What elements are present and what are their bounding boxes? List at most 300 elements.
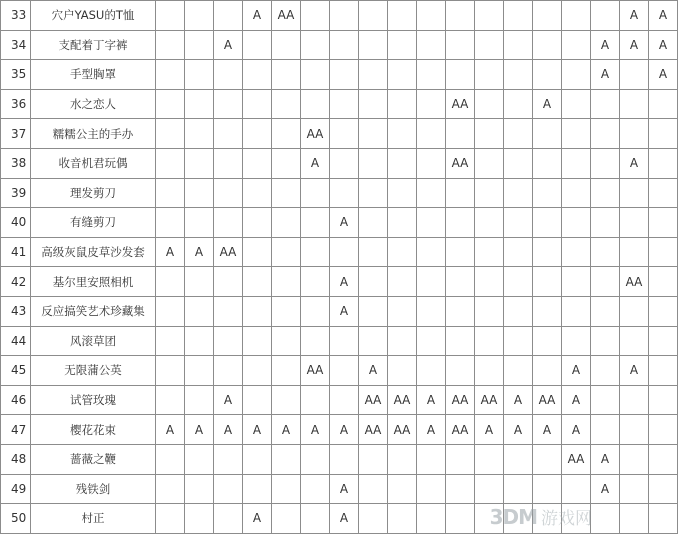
- rating-cell: [185, 444, 214, 474]
- rating-cell: [562, 178, 591, 208]
- rating-cell: [533, 148, 562, 178]
- rating-cell: [388, 326, 417, 356]
- rating-cell: [156, 385, 185, 415]
- rating-cell: [301, 296, 330, 326]
- rating-cell: [533, 474, 562, 504]
- rating-cell: [359, 30, 388, 60]
- item-name: 有缝剪刀: [31, 208, 156, 238]
- rating-cell: [417, 178, 446, 208]
- row-number: 47: [1, 415, 31, 445]
- rating-cell: A: [417, 385, 446, 415]
- rating-cell: [301, 208, 330, 238]
- rating-cell: [214, 444, 243, 474]
- rating-cell: [620, 119, 649, 149]
- rating-cell: AA: [475, 385, 504, 415]
- rating-cell: [359, 178, 388, 208]
- rating-cell: [272, 444, 301, 474]
- rating-cell: [620, 237, 649, 267]
- rating-cell: [417, 504, 446, 534]
- rating-cell: [272, 385, 301, 415]
- row-number: 44: [1, 326, 31, 356]
- rating-cell: [185, 208, 214, 238]
- rating-cell: [359, 148, 388, 178]
- table-row: [1, 148, 678, 178]
- rating-cell: [533, 296, 562, 326]
- rating-cell: A: [214, 415, 243, 445]
- rating-cell: [504, 326, 533, 356]
- rating-cell: [330, 178, 359, 208]
- rating-cell: [417, 30, 446, 60]
- rating-cell: A: [504, 415, 533, 445]
- rating-cell: A: [533, 415, 562, 445]
- rating-cell: [185, 119, 214, 149]
- rating-cell: [591, 356, 620, 386]
- rating-cell: [446, 208, 475, 238]
- rating-cell: [475, 356, 504, 386]
- rating-cell: [620, 504, 649, 534]
- rating-cell: [156, 1, 185, 31]
- rating-cell: [272, 474, 301, 504]
- rating-cell: [156, 296, 185, 326]
- rating-cell: [301, 1, 330, 31]
- rating-cell: [243, 385, 272, 415]
- rating-cell: [272, 267, 301, 297]
- table-row: [1, 119, 678, 149]
- rating-cell: [156, 444, 185, 474]
- rating-cell: [272, 326, 301, 356]
- row-number: 38: [1, 148, 31, 178]
- rating-cell: AA: [359, 385, 388, 415]
- row-number: 45: [1, 356, 31, 386]
- table-row: [1, 208, 678, 238]
- rating-cell: [562, 504, 591, 534]
- rating-cell: A: [591, 444, 620, 474]
- rating-cell: A: [214, 385, 243, 415]
- rating-cell: [330, 326, 359, 356]
- rating-cell: [330, 30, 359, 60]
- rating-cell: [591, 385, 620, 415]
- rating-cell: [446, 30, 475, 60]
- rating-cell: [272, 296, 301, 326]
- table-row: [1, 296, 678, 326]
- rating-cell: [272, 89, 301, 119]
- rating-cell: [475, 148, 504, 178]
- rating-cell: [533, 237, 562, 267]
- rating-cell: [330, 356, 359, 386]
- rating-cell: [562, 60, 591, 90]
- rating-cell: [475, 208, 504, 238]
- rating-cell: [446, 1, 475, 31]
- rating-cell: [591, 326, 620, 356]
- rating-cell: A: [620, 30, 649, 60]
- rating-cell: [156, 474, 185, 504]
- rating-cell: A: [562, 385, 591, 415]
- rating-cell: [417, 119, 446, 149]
- rating-cell: [214, 208, 243, 238]
- rating-cell: [243, 237, 272, 267]
- rating-cell: A: [475, 415, 504, 445]
- rating-cell: [417, 474, 446, 504]
- rating-cell: [359, 1, 388, 31]
- site-logo: 3DM: [489, 504, 537, 529]
- rating-cell: [504, 89, 533, 119]
- rating-cell: [620, 385, 649, 415]
- rating-cell: [301, 504, 330, 534]
- rating-cell: [330, 444, 359, 474]
- table-row: [1, 326, 678, 356]
- rating-cell: A: [185, 237, 214, 267]
- rating-cell: [359, 474, 388, 504]
- rating-cell: [330, 385, 359, 415]
- rating-cell: [475, 326, 504, 356]
- rating-cell: [359, 89, 388, 119]
- rating-cell: AA: [620, 267, 649, 297]
- rating-cell: [185, 60, 214, 90]
- rating-cell: A: [330, 474, 359, 504]
- row-number: 34: [1, 30, 31, 60]
- rating-cell: A: [591, 474, 620, 504]
- rating-cell: [649, 89, 678, 119]
- rating-cell: [156, 89, 185, 119]
- rating-cell: [591, 119, 620, 149]
- rating-cell: [417, 296, 446, 326]
- rating-cell: [417, 208, 446, 238]
- rating-cell: [620, 326, 649, 356]
- rating-cell: [301, 30, 330, 60]
- rating-cell: [359, 267, 388, 297]
- table-row: [1, 60, 678, 90]
- rating-cell: [504, 208, 533, 238]
- rating-cell: A: [156, 237, 185, 267]
- rating-cell: AA: [301, 356, 330, 386]
- row-number: 49: [1, 474, 31, 504]
- item-name: 残铁剑: [31, 474, 156, 504]
- rating-cell: [243, 60, 272, 90]
- rating-cell: A: [591, 60, 620, 90]
- row-number: 39: [1, 178, 31, 208]
- rating-cell: [562, 208, 591, 238]
- rating-cell: [272, 178, 301, 208]
- rating-cell: [301, 267, 330, 297]
- rating-cell: [272, 148, 301, 178]
- item-name: 理发剪刀: [31, 178, 156, 208]
- table-row: [1, 30, 678, 60]
- rating-cell: [591, 415, 620, 445]
- rating-cell: [330, 237, 359, 267]
- rating-cell: [330, 60, 359, 90]
- rating-cell: [156, 60, 185, 90]
- rating-cell: [359, 60, 388, 90]
- rating-cell: [504, 30, 533, 60]
- rating-cell: [330, 148, 359, 178]
- rating-cell: [649, 119, 678, 149]
- rating-cell: AA: [446, 415, 475, 445]
- rating-cell: A: [330, 415, 359, 445]
- rating-cell: [214, 1, 243, 31]
- rating-cell: [243, 326, 272, 356]
- rating-cell: [417, 326, 446, 356]
- rating-cell: [475, 178, 504, 208]
- row-number: 42: [1, 267, 31, 297]
- rating-cell: [591, 267, 620, 297]
- rating-cell: A: [533, 89, 562, 119]
- table-row: [1, 356, 678, 386]
- rating-cell: [301, 89, 330, 119]
- rating-cell: [504, 60, 533, 90]
- rating-cell: [185, 178, 214, 208]
- rating-cell: [475, 267, 504, 297]
- rating-cell: [272, 119, 301, 149]
- rating-cell: [504, 444, 533, 474]
- rating-cell: [388, 474, 417, 504]
- rating-cell: [301, 237, 330, 267]
- rating-cell: A: [649, 30, 678, 60]
- rating-cell: [243, 89, 272, 119]
- rating-cell: [591, 1, 620, 31]
- item-name: 收音机君玩偶: [31, 148, 156, 178]
- rating-cell: [446, 444, 475, 474]
- rating-cell: [185, 385, 214, 415]
- rating-cell: [388, 296, 417, 326]
- rating-cell: [185, 89, 214, 119]
- rating-cell: [475, 89, 504, 119]
- rating-cell: AA: [533, 385, 562, 415]
- rating-cell: [214, 60, 243, 90]
- rating-cell: [649, 474, 678, 504]
- rating-cell: [388, 504, 417, 534]
- item-name: 村正: [31, 504, 156, 534]
- rating-cell: [446, 356, 475, 386]
- rating-cell: [330, 89, 359, 119]
- rating-cell: [504, 1, 533, 31]
- rating-cell: [620, 89, 649, 119]
- rating-cell: [359, 326, 388, 356]
- rating-cell: A: [649, 1, 678, 31]
- rating-cell: [156, 326, 185, 356]
- rating-cell: [417, 356, 446, 386]
- rating-cell: [388, 178, 417, 208]
- rating-cell: [156, 504, 185, 534]
- rating-cell: A: [330, 296, 359, 326]
- rating-cell: [533, 504, 562, 534]
- rating-cell: [446, 296, 475, 326]
- rating-cell: [388, 30, 417, 60]
- row-number: 37: [1, 119, 31, 149]
- rating-cell: [591, 296, 620, 326]
- rating-cell: [533, 267, 562, 297]
- rating-cell: [330, 119, 359, 149]
- rating-cell: A: [649, 60, 678, 90]
- rating-cell: [649, 296, 678, 326]
- rating-cell: [620, 178, 649, 208]
- rating-cell: [533, 1, 562, 31]
- rating-cell: A: [359, 356, 388, 386]
- table-row: [1, 444, 678, 474]
- item-name: 无限蒲公英: [31, 356, 156, 386]
- rating-cell: [185, 267, 214, 297]
- rating-cell: [301, 60, 330, 90]
- rating-cell: [446, 326, 475, 356]
- rating-cell: [562, 119, 591, 149]
- row-number: 41: [1, 237, 31, 267]
- rating-cell: [301, 474, 330, 504]
- rating-cell: A: [243, 1, 272, 31]
- rating-cell: [475, 30, 504, 60]
- rating-cell: AA: [272, 1, 301, 31]
- table-row: [1, 267, 678, 297]
- table-row: [1, 385, 678, 415]
- rating-cell: [243, 178, 272, 208]
- item-name: 穴户YASU的T恤: [31, 1, 156, 31]
- rating-cell: [301, 178, 330, 208]
- rating-cell: [214, 178, 243, 208]
- rating-cell: [504, 267, 533, 297]
- rating-cell: A: [243, 504, 272, 534]
- rating-cell: [185, 474, 214, 504]
- rating-cell: A: [591, 30, 620, 60]
- item-name: 风滚草团: [31, 326, 156, 356]
- rating-cell: [272, 208, 301, 238]
- rating-cell: [475, 119, 504, 149]
- rating-cell: AA: [446, 385, 475, 415]
- rating-cell: A: [272, 415, 301, 445]
- rating-cell: [446, 267, 475, 297]
- rating-cell: [388, 89, 417, 119]
- item-name: 蔷薇之鞭: [31, 444, 156, 474]
- row-number: 33: [1, 1, 31, 31]
- rating-cell: [214, 267, 243, 297]
- rating-cell: [562, 267, 591, 297]
- rating-cell: [446, 60, 475, 90]
- row-number: 50: [1, 504, 31, 534]
- rating-cell: [446, 237, 475, 267]
- rating-cell: [214, 89, 243, 119]
- rating-cell: A: [214, 30, 243, 60]
- row-number: 40: [1, 208, 31, 238]
- rating-cell: AA: [562, 444, 591, 474]
- rating-cell: [243, 148, 272, 178]
- rating-cell: [243, 208, 272, 238]
- rating-cell: [620, 296, 649, 326]
- rating-cell: [649, 148, 678, 178]
- rating-cell: [504, 296, 533, 326]
- rating-cell: [272, 356, 301, 386]
- rating-cell: [562, 89, 591, 119]
- site-name: 游戏网: [541, 509, 592, 529]
- rating-cell: [359, 504, 388, 534]
- rating-cell: AA: [359, 415, 388, 445]
- rating-cell: [243, 267, 272, 297]
- rating-cell: [446, 178, 475, 208]
- rating-cell: [504, 119, 533, 149]
- rating-cell: A: [185, 415, 214, 445]
- rating-cell: [417, 237, 446, 267]
- rating-cell: [272, 30, 301, 60]
- rating-cell: [156, 356, 185, 386]
- rating-cell: [301, 444, 330, 474]
- rating-cell: [214, 326, 243, 356]
- rating-cell: [620, 415, 649, 445]
- row-number: 46: [1, 385, 31, 415]
- item-name: 樱花花束: [31, 415, 156, 445]
- rating-cell: [388, 444, 417, 474]
- rating-cell: A: [620, 356, 649, 386]
- rating-cell: [649, 356, 678, 386]
- rating-cell: [591, 89, 620, 119]
- rating-cell: [446, 119, 475, 149]
- rating-cell: [417, 444, 446, 474]
- rating-cell: [156, 148, 185, 178]
- rating-cell: A: [620, 148, 649, 178]
- rating-cell: A: [330, 504, 359, 534]
- row-number: 48: [1, 444, 31, 474]
- rating-cell: [504, 474, 533, 504]
- rating-cell: [417, 267, 446, 297]
- rating-cell: A: [562, 415, 591, 445]
- rating-cell: [475, 504, 504, 534]
- rating-cell: [504, 504, 533, 534]
- rating-cell: [504, 356, 533, 386]
- rating-cell: [649, 178, 678, 208]
- item-name: 试管玫瑰: [31, 385, 156, 415]
- rating-cell: [446, 474, 475, 504]
- rating-cell: [533, 356, 562, 386]
- rating-cell: [533, 119, 562, 149]
- rating-cell: AA: [301, 119, 330, 149]
- rating-cell: [475, 444, 504, 474]
- rating-cell: [301, 385, 330, 415]
- rating-cell: AA: [388, 415, 417, 445]
- rating-cell: [185, 1, 214, 31]
- rating-cell: [562, 148, 591, 178]
- item-name: 糯糯公主的手办: [31, 119, 156, 149]
- table-row: [1, 237, 678, 267]
- rating-cell: [243, 356, 272, 386]
- rating-cell: [388, 237, 417, 267]
- row-number: 36: [1, 89, 31, 119]
- rating-cell: A: [504, 385, 533, 415]
- rating-cell: [243, 119, 272, 149]
- rating-cell: [330, 1, 359, 31]
- rating-cell: AA: [214, 237, 243, 267]
- rating-cell: [475, 1, 504, 31]
- rating-cell: [649, 504, 678, 534]
- rating-cell: [185, 30, 214, 60]
- rating-cell: A: [301, 148, 330, 178]
- rating-cell: [649, 208, 678, 238]
- item-name: 基尔里安照相机: [31, 267, 156, 297]
- rating-cell: [620, 60, 649, 90]
- rating-cell: A: [156, 415, 185, 445]
- rating-cell: [243, 444, 272, 474]
- rating-cell: [185, 326, 214, 356]
- item-name: 高级灰鼠皮草沙发套: [31, 237, 156, 267]
- rating-cell: [272, 504, 301, 534]
- rating-cell: [214, 296, 243, 326]
- rating-cell: [214, 119, 243, 149]
- rating-cell: A: [330, 208, 359, 238]
- rating-cell: [562, 326, 591, 356]
- rating-cell: [214, 504, 243, 534]
- table-row: [1, 504, 678, 534]
- table-row: [1, 474, 678, 504]
- rating-cell: [272, 60, 301, 90]
- rating-cell: [243, 296, 272, 326]
- rating-cell: [156, 30, 185, 60]
- rating-cell: [272, 237, 301, 267]
- rating-cell: A: [301, 415, 330, 445]
- rating-cell: [359, 208, 388, 238]
